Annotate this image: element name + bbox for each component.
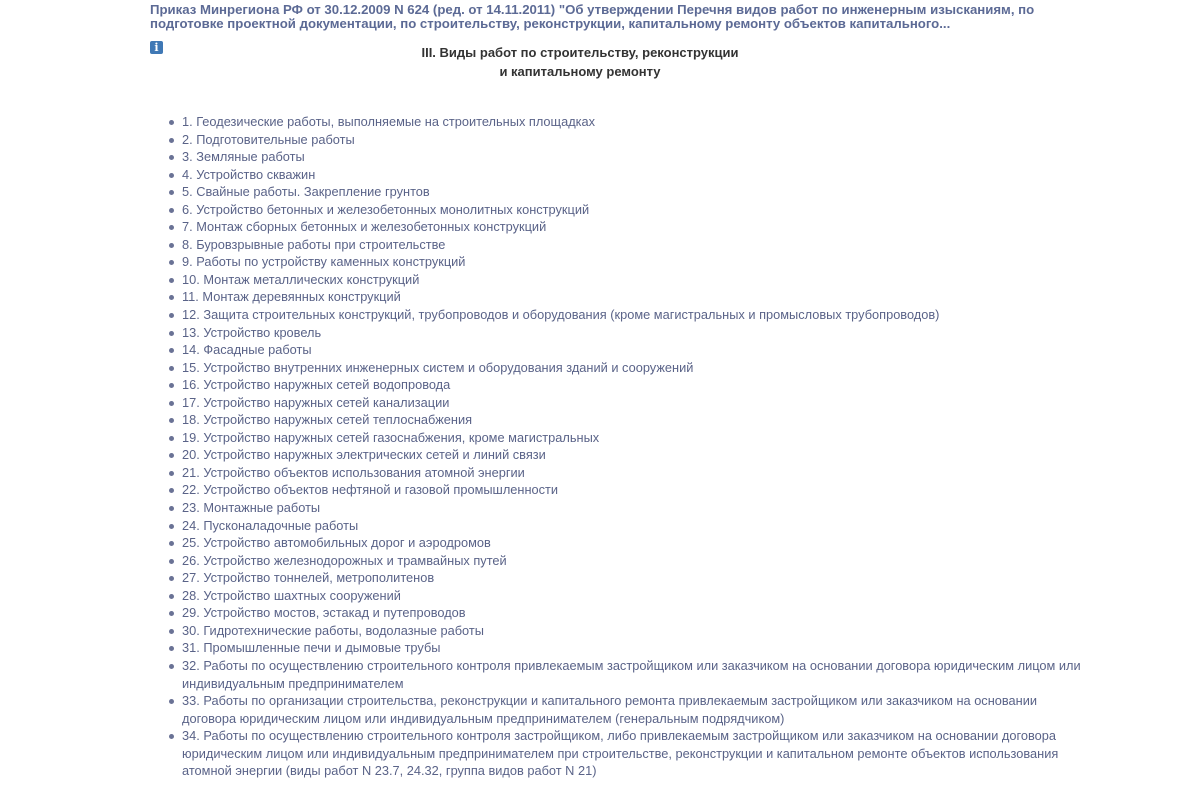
list-item: 6. Устройство бетонных и железобетонных монолитных конструкций bbox=[182, 201, 1082, 219]
list-item: 22. Устройство объектов нефтяной и газовой промышленности bbox=[182, 481, 1082, 499]
list-item: 16. Устройство наружных сетей водопровода bbox=[182, 376, 1082, 394]
list-item: 32. Работы по осуществлению строительного контроля привлекаемым застройщиком или заказчиком на основании договора юридическим лицом или индивидуальным предпринимателем bbox=[182, 657, 1081, 691]
list-item: 33. Работы по организации строительства, реконструкции и капитального ремонта привлекаемым застройщиком или заказчиком на основании договора юридическим лицом или индивидуальным предпринимателем (генеральным подрядчиком) bbox=[182, 692, 1082, 727]
section-title-line-2: и капитальному ремонту bbox=[499, 64, 661, 79]
list-item: 10. Монтаж металлических конструкций bbox=[182, 271, 1082, 289]
list-item: 1. Геодезические работы, выполняемые на строительных площадках bbox=[182, 113, 1082, 131]
section-title bbox=[360, 43, 800, 81]
work-types-list bbox=[164, 113, 1082, 780]
document-header-line-1: Приказ Минрегиона РФ от 30.12.2009 N 624 (ред. от 14.11.2011) "Об утверждении Перечня видов работ по инженерным изысканиям, по bbox=[150, 2, 1035, 17]
list-item: 34. Работы по осуществлению строительного контроля застройщиком, либо привлекаемым застройщиком или заказчиком на основании договора юридическим лицом или индивидуальным предпринимателем при строительстве, реконструкции и капитальном ремонте объектов использования атомной энергии (виды работ N 23.7, 24.32, группа видов работ N 21) bbox=[182, 727, 1082, 780]
list-item: 28. Устройство шахтных сооружений bbox=[182, 587, 1082, 605]
list-item: 9. Работы по устройству каменных конструкций bbox=[182, 253, 1082, 271]
list-item: 27. Устройство тоннелей, метрополитенов bbox=[182, 569, 1082, 587]
list-item: 18. Устройство наружных сетей теплоснабжения bbox=[182, 411, 1082, 429]
list-item: 24. Пусконаладочные работы bbox=[182, 517, 1082, 535]
list-item: 3. Земляные работы bbox=[182, 148, 1082, 166]
document-header-line-2: подготовке проектной документации, по строительству, реконструкции, капитальному ремонту объектов капитального... bbox=[150, 16, 951, 31]
list-item: 31. Промышленные печи и дымовые трубы bbox=[182, 639, 1082, 657]
list-item: 17. Устройство наружных сетей канализации bbox=[182, 394, 1082, 412]
list-item: 23. Монтажные работы bbox=[182, 499, 1082, 517]
list-item: 25. Устройство автомобильных дорог и аэродромов bbox=[182, 534, 1082, 552]
list-item: 26. Устройство железнодорожных и трамвайных путей bbox=[182, 552, 1082, 570]
document-header-link[interactable] bbox=[150, 3, 1160, 31]
list-item: 12. Защита строительных конструкций, трубопроводов и оборудования (кроме магистральных и промысловых трубопроводов) bbox=[182, 306, 1082, 324]
list-item: 29. Устройство мостов, эстакад и путепроводов bbox=[182, 604, 1082, 622]
list-item: 2. Подготовительные работы bbox=[182, 131, 1082, 149]
list-item: 4. Устройство скважин bbox=[182, 166, 1082, 184]
list-item: 13. Устройство кровель bbox=[182, 324, 1082, 342]
list-item: 30. Гидротехнические работы, водолазные работы bbox=[182, 622, 1082, 640]
list-item: 11. Монтаж деревянных конструкций bbox=[182, 288, 1082, 306]
list-item: 19. Устройство наружных сетей газоснабжения, кроме магистральных bbox=[182, 429, 1082, 447]
list-item: 14. Фасадные работы bbox=[182, 341, 1082, 359]
list-item: 7. Монтаж сборных бетонных и железобетонных конструкций bbox=[182, 218, 1082, 236]
info-icon[interactable]: i bbox=[150, 41, 163, 54]
list-item: 5. Свайные работы. Закрепление грунтов bbox=[182, 183, 1082, 201]
list-item: 15. Устройство внутренних инженерных систем и оборудования зданий и сооружений bbox=[182, 359, 1082, 377]
list-item: 8. Буровзрывные работы при строительстве bbox=[182, 236, 1082, 254]
section-title-line-1: III. Виды работ по строительству, реконструкции bbox=[421, 45, 739, 60]
list-item: 20. Устройство наружных электрических сетей и линий связи bbox=[182, 446, 1082, 464]
list-item: 21. Устройство объектов использования атомной энергии bbox=[182, 464, 1082, 482]
